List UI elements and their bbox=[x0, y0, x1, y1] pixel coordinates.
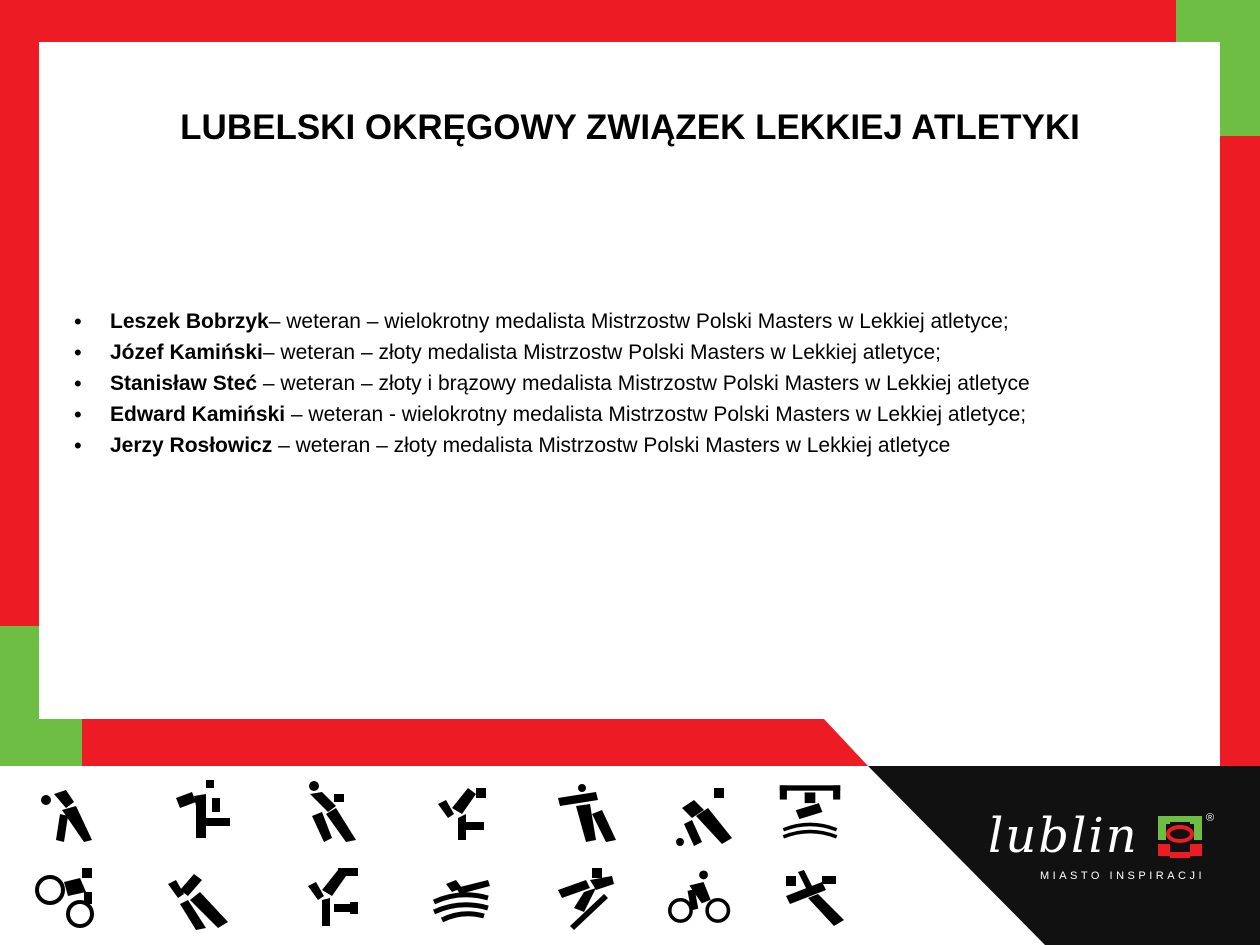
person-description: – weteran – złoty medalista Mistrzostw Polski Masters w Lekkiej atletyce; bbox=[262, 341, 941, 364]
person-name: Józef Kamiński bbox=[110, 341, 263, 364]
person-name: Jerzy Rosłowicz bbox=[110, 434, 273, 457]
rower-icon bbox=[778, 780, 842, 844]
logo-wordmark: lublin bbox=[988, 808, 1139, 864]
sport-icons-row-2 bbox=[0, 862, 880, 932]
sprinter-icon bbox=[306, 780, 370, 844]
bullet-icon: • bbox=[74, 433, 82, 458]
person-name: Stanisław Steć bbox=[110, 372, 258, 395]
jumper-icon bbox=[436, 784, 500, 848]
lublin-logo bbox=[980, 808, 1220, 888]
athlete-icon bbox=[674, 784, 738, 848]
bullet-icon: • bbox=[74, 309, 82, 334]
bullet-icon: • bbox=[74, 371, 82, 396]
list-item bbox=[72, 399, 1212, 430]
swimmer-icon bbox=[432, 876, 496, 940]
slide-title: LUBELSKI OKRĘGOWY ZWIĄZEK LEKKIEJ ATLETYKI bbox=[180, 108, 1080, 147]
person-description: – weteran – złoty medalista Mistrzostw Polski Masters w Lekkiej atletyce bbox=[272, 434, 951, 457]
registered-mark: ® bbox=[1206, 812, 1215, 824]
cyclist-icon bbox=[34, 864, 98, 928]
person-name: Leszek Bobrzyk bbox=[110, 310, 269, 333]
long-jumper-icon bbox=[166, 870, 230, 934]
castle-emblem-icon bbox=[1156, 814, 1204, 862]
list-item bbox=[72, 430, 1212, 461]
person-description: – weteran – wielokrotny medalista Mistrzostw Polski Masters w Lekkiej atletyce; bbox=[268, 310, 1009, 333]
bullet-icon: • bbox=[74, 402, 82, 427]
list-item bbox=[72, 368, 1212, 399]
person-description: – weteran – złoty i brązowy medalista Mistrzostw Polski Masters w Lekkiej atletyce bbox=[257, 372, 1030, 395]
list-item bbox=[72, 337, 1212, 368]
sport-icons-row-1 bbox=[0, 778, 880, 848]
skater-icon bbox=[306, 866, 370, 930]
list-item bbox=[72, 306, 1212, 337]
bullet-icon: • bbox=[74, 340, 82, 365]
skier-icon bbox=[556, 866, 620, 930]
logo-tagline: MIASTO INSPIRACJI bbox=[1040, 870, 1206, 882]
hurdler-icon bbox=[172, 778, 236, 842]
thrower-icon bbox=[556, 784, 620, 848]
person-name: Edward Kamiński bbox=[110, 403, 286, 426]
bicycle-icon bbox=[668, 866, 732, 930]
bullet-list bbox=[72, 306, 1212, 461]
runner-icon bbox=[36, 784, 100, 848]
person-description: – weteran - wielokrotny medalista Mistrzostw Polski Masters w Lekkiej atletyce; bbox=[285, 403, 1027, 426]
kayaker-icon bbox=[784, 868, 848, 932]
